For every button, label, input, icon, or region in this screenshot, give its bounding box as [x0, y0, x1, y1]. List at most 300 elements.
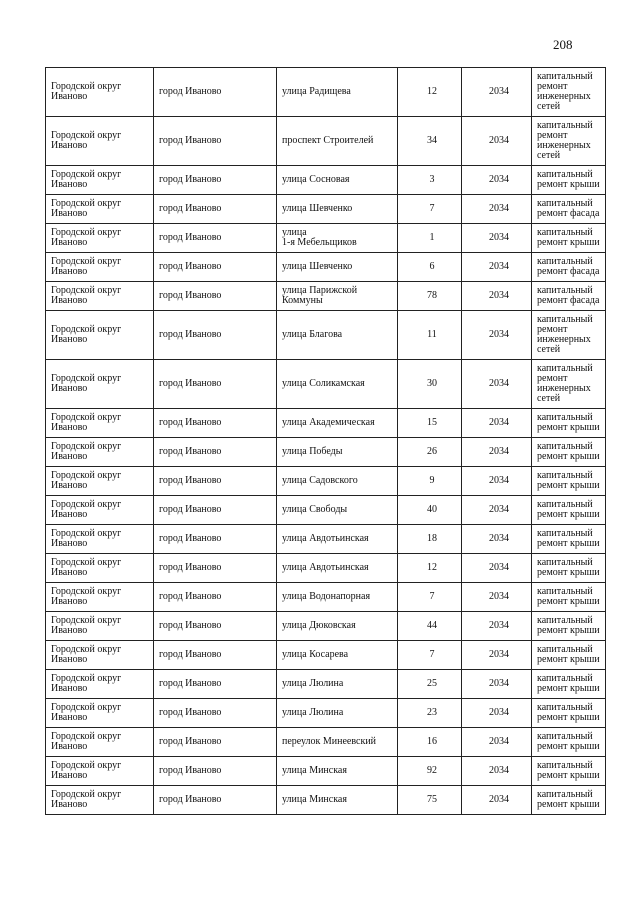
- cell-work-type: [532, 467, 606, 496]
- table-row: [46, 195, 606, 224]
- cell-district: [46, 670, 154, 699]
- cell-year: [462, 195, 532, 224]
- cell-street: [277, 554, 398, 583]
- cell-year-text: 2034: [489, 174, 509, 185]
- cell-house-number-text: 23: [427, 707, 437, 718]
- cell-district-text: Городской округ Иваново: [51, 586, 122, 607]
- cell-city: [154, 641, 277, 670]
- cell-street-text: улица Косарева: [282, 649, 349, 660]
- cell-work-type-text: капитальный ремонт крыши: [537, 528, 600, 549]
- cell-street-text: переулок Минеевский: [282, 736, 377, 747]
- cell-work-type: [532, 166, 606, 195]
- cell-street: [277, 670, 398, 699]
- cell-house-number-text: 1: [429, 232, 435, 243]
- table-row: [46, 525, 606, 554]
- cell-work-type-text: капитальный ремонт инженерных сетей: [537, 314, 593, 355]
- cell-street-text: улица Водонапорная: [282, 591, 371, 602]
- cell-district-text: Городской округ Иваново: [51, 256, 122, 277]
- cell-year-text: 2034: [489, 591, 509, 602]
- cell-house-number: [398, 282, 462, 311]
- cell-street: [277, 612, 398, 641]
- cell-year: [462, 117, 532, 166]
- cell-work-type: [532, 117, 606, 166]
- table-row: [46, 670, 606, 699]
- cell-house-number-text: 15: [427, 417, 437, 428]
- cell-house-number: [398, 360, 462, 409]
- cell-year-text: 2034: [489, 261, 509, 272]
- cell-street-text: улица Парижской Коммуны: [282, 285, 358, 306]
- cell-house-number: [398, 195, 462, 224]
- cell-city-text: город Иваново: [159, 504, 222, 515]
- cell-city-text: город Иваново: [159, 765, 222, 776]
- cell-work-type-text: капитальный ремонт крыши: [537, 557, 600, 578]
- cell-district: [46, 68, 154, 117]
- cell-street: [277, 282, 398, 311]
- cell-district: [46, 641, 154, 670]
- cell-year-text: 2034: [489, 765, 509, 776]
- cell-year-text: 2034: [489, 329, 509, 340]
- cell-year: [462, 641, 532, 670]
- cell-street: [277, 166, 398, 195]
- cell-city: [154, 786, 277, 815]
- cell-year: [462, 438, 532, 467]
- cell-year-text: 2034: [489, 678, 509, 689]
- cell-work-type: [532, 68, 606, 117]
- cell-year: [462, 360, 532, 409]
- table-row: [46, 68, 606, 117]
- cell-street: [277, 68, 398, 117]
- cell-house-number-text: 7: [429, 649, 435, 660]
- cell-district-text: Городской округ Иваново: [51, 198, 122, 219]
- cell-district-text: Городской округ Иваново: [51, 130, 122, 151]
- table-row: [46, 786, 606, 815]
- cell-house-number: [398, 757, 462, 786]
- cell-work-type: [532, 786, 606, 815]
- cell-work-type-text: капитальный ремонт крыши: [537, 499, 600, 520]
- cell-city: [154, 253, 277, 282]
- table-row: [46, 282, 606, 311]
- cell-district: [46, 496, 154, 525]
- cell-street-text: улица 1-я Мебельщиков: [282, 227, 357, 248]
- cell-year-text: 2034: [489, 504, 509, 515]
- cell-year: [462, 786, 532, 815]
- cell-city: [154, 195, 277, 224]
- cell-street: [277, 757, 398, 786]
- cell-city: [154, 525, 277, 554]
- cell-city-text: город Иваново: [159, 591, 222, 602]
- cell-work-type-text: капитальный ремонт инженерных сетей: [537, 120, 593, 161]
- page-number: 208: [553, 37, 573, 52]
- cell-city: [154, 282, 277, 311]
- cell-city-text: город Иваново: [159, 174, 222, 185]
- cell-year: [462, 224, 532, 253]
- cell-city-text: город Иваново: [159, 475, 222, 486]
- cell-district: [46, 253, 154, 282]
- cell-year: [462, 467, 532, 496]
- cell-street-text: проспект Строителей: [282, 135, 374, 146]
- cell-house-number: [398, 438, 462, 467]
- cell-house-number: [398, 699, 462, 728]
- cell-house-number-text: 12: [427, 562, 437, 573]
- cell-district: [46, 409, 154, 438]
- cell-work-type-text: капитальный ремонт фасада: [537, 256, 600, 277]
- cell-house-number: [398, 224, 462, 253]
- table-row: [46, 117, 606, 166]
- cell-work-type: [532, 253, 606, 282]
- cell-district-text: Городской округ Иваново: [51, 789, 122, 810]
- cell-street-text: улица Шевченко: [282, 261, 353, 272]
- cell-street: [277, 311, 398, 360]
- cell-city: [154, 496, 277, 525]
- table-row: [46, 699, 606, 728]
- cell-street-text: улица Авдотьинская: [282, 533, 369, 544]
- cell-street: [277, 409, 398, 438]
- cell-district: [46, 728, 154, 757]
- cell-work-type: [532, 311, 606, 360]
- cell-work-type-text: капитальный ремонт крыши: [537, 673, 600, 694]
- cell-house-number: [398, 409, 462, 438]
- cell-year-text: 2034: [489, 707, 509, 718]
- cell-city-text: город Иваново: [159, 794, 222, 805]
- cell-district: [46, 467, 154, 496]
- cell-street-text: улица Академическая: [282, 417, 375, 428]
- cell-district-text: Городской округ Иваново: [51, 673, 122, 694]
- cell-city-text: город Иваново: [159, 290, 222, 301]
- cell-work-type: [532, 699, 606, 728]
- cell-street-text: улица Минская: [282, 765, 347, 776]
- cell-district-text: Городской округ Иваново: [51, 227, 122, 248]
- cell-house-number-text: 7: [429, 203, 435, 214]
- cell-city-text: город Иваново: [159, 678, 222, 689]
- cell-district: [46, 583, 154, 612]
- cell-city-text: город Иваново: [159, 649, 222, 660]
- cell-house-number: [398, 525, 462, 554]
- cell-work-type-text: капитальный ремонт крыши: [537, 789, 600, 810]
- table-row: [46, 409, 606, 438]
- cell-street-text: улица Люлина: [282, 678, 344, 689]
- cell-year: [462, 496, 532, 525]
- cell-year: [462, 253, 532, 282]
- cell-year: [462, 757, 532, 786]
- repair-registry-table: [45, 67, 606, 815]
- cell-district-text: Городской округ Иваново: [51, 528, 122, 549]
- cell-city-text: город Иваново: [159, 620, 222, 631]
- cell-house-number-text: 40: [427, 504, 437, 515]
- cell-district: [46, 612, 154, 641]
- cell-city-text: город Иваново: [159, 533, 222, 544]
- cell-year-text: 2034: [489, 290, 509, 301]
- cell-district-text: Городской округ Иваново: [51, 470, 122, 491]
- cell-district: [46, 117, 154, 166]
- cell-work-type: [532, 641, 606, 670]
- cell-year-text: 2034: [489, 86, 509, 97]
- cell-work-type: [532, 195, 606, 224]
- cell-house-number-text: 9: [429, 475, 435, 486]
- cell-work-type-text: капитальный ремонт крыши: [537, 586, 600, 607]
- cell-work-type-text: капитальный ремонт крыши: [537, 702, 600, 723]
- cell-district: [46, 311, 154, 360]
- cell-house-number-text: 11: [427, 329, 437, 340]
- cell-year-text: 2034: [489, 203, 509, 214]
- cell-city-text: город Иваново: [159, 232, 222, 243]
- table-row: [46, 311, 606, 360]
- cell-year: [462, 311, 532, 360]
- cell-city: [154, 467, 277, 496]
- table-row: [46, 253, 606, 282]
- cell-house-number: [398, 68, 462, 117]
- cell-work-type-text: капитальный ремонт крыши: [537, 412, 600, 433]
- cell-year-text: 2034: [489, 736, 509, 747]
- cell-street: [277, 525, 398, 554]
- cell-street: [277, 117, 398, 166]
- cell-district-text: Городской округ Иваново: [51, 702, 122, 723]
- cell-city: [154, 554, 277, 583]
- cell-work-type-text: капитальный ремонт крыши: [537, 470, 600, 491]
- cell-year: [462, 583, 532, 612]
- cell-street: [277, 728, 398, 757]
- cell-house-number: [398, 670, 462, 699]
- cell-year-text: 2034: [489, 232, 509, 243]
- cell-district: [46, 554, 154, 583]
- cell-house-number: [398, 612, 462, 641]
- table-row: [46, 612, 606, 641]
- cell-work-type-text: капитальный ремонт крыши: [537, 227, 600, 248]
- cell-year: [462, 612, 532, 641]
- cell-year: [462, 525, 532, 554]
- cell-year-text: 2034: [489, 475, 509, 486]
- cell-city-text: город Иваново: [159, 329, 222, 340]
- cell-year-text: 2034: [489, 620, 509, 631]
- cell-street-text: улица Люлина: [282, 707, 344, 718]
- cell-city-text: город Иваново: [159, 261, 222, 272]
- cell-year: [462, 670, 532, 699]
- table-row: [46, 467, 606, 496]
- cell-year: [462, 282, 532, 311]
- cell-street: [277, 496, 398, 525]
- cell-house-number: [398, 496, 462, 525]
- cell-district: [46, 438, 154, 467]
- cell-work-type: [532, 409, 606, 438]
- cell-house-number: [398, 583, 462, 612]
- cell-house-number-text: 92: [427, 765, 437, 776]
- cell-house-number: [398, 311, 462, 360]
- cell-work-type-text: капитальный ремонт фасада: [537, 198, 600, 219]
- cell-house-number: [398, 641, 462, 670]
- cell-work-type-text: капитальный ремонт крыши: [537, 441, 600, 462]
- cell-district-text: Городской округ Иваново: [51, 760, 122, 781]
- table-row: [46, 583, 606, 612]
- cell-year-text: 2034: [489, 135, 509, 146]
- cell-house-number-text: 34: [427, 135, 437, 146]
- cell-street: [277, 786, 398, 815]
- cell-street-text: улица Садовского: [282, 475, 358, 486]
- cell-district-text: Городской округ Иваново: [51, 615, 122, 636]
- cell-work-type-text: капитальный ремонт крыши: [537, 615, 600, 636]
- cell-house-number-text: 44: [427, 620, 437, 631]
- cell-street: [277, 583, 398, 612]
- cell-street: [277, 467, 398, 496]
- cell-city: [154, 583, 277, 612]
- cell-district-text: Городской округ Иваново: [51, 412, 122, 433]
- cell-work-type: [532, 282, 606, 311]
- cell-district: [46, 757, 154, 786]
- cell-street-text: улица Авдотьинская: [282, 562, 369, 573]
- table-row: [46, 224, 606, 253]
- cell-city-text: город Иваново: [159, 417, 222, 428]
- cell-year: [462, 699, 532, 728]
- cell-work-type-text: капитальный ремонт инженерных сетей: [537, 71, 593, 112]
- cell-city: [154, 670, 277, 699]
- cell-street: [277, 438, 398, 467]
- cell-district-text: Городской округ Иваново: [51, 285, 122, 306]
- cell-city: [154, 360, 277, 409]
- cell-house-number-text: 26: [427, 446, 437, 457]
- cell-house-number-text: 25: [427, 678, 437, 689]
- cell-district-text: Городской округ Иваново: [51, 373, 122, 394]
- cell-city-text: город Иваново: [159, 378, 222, 389]
- cell-street-text: улица Соликамская: [282, 378, 365, 389]
- cell-city-text: город Иваново: [159, 86, 222, 97]
- cell-year: [462, 166, 532, 195]
- cell-house-number-text: 6: [429, 261, 435, 272]
- table-body: [46, 68, 606, 815]
- cell-house-number: [398, 253, 462, 282]
- cell-year: [462, 728, 532, 757]
- cell-work-type: [532, 525, 606, 554]
- cell-house-number: [398, 728, 462, 757]
- cell-work-type-text: капитальный ремонт фасада: [537, 285, 600, 306]
- cell-city: [154, 117, 277, 166]
- cell-year-text: 2034: [489, 378, 509, 389]
- cell-work-type: [532, 612, 606, 641]
- table-row: [46, 757, 606, 786]
- cell-house-number: [398, 554, 462, 583]
- cell-work-type: [532, 554, 606, 583]
- cell-city: [154, 224, 277, 253]
- cell-district-text: Городской округ Иваново: [51, 499, 122, 520]
- table-row: [46, 554, 606, 583]
- cell-year-text: 2034: [489, 562, 509, 573]
- table-row: [46, 496, 606, 525]
- cell-street-text: улица Сосновая: [282, 174, 350, 185]
- cell-city: [154, 612, 277, 641]
- cell-district-text: Городской округ Иваново: [51, 731, 122, 752]
- cell-work-type-text: капитальный ремонт крыши: [537, 169, 600, 190]
- cell-street: [277, 641, 398, 670]
- cell-work-type: [532, 757, 606, 786]
- cell-work-type: [532, 670, 606, 699]
- cell-city-text: город Иваново: [159, 203, 222, 214]
- cell-street-text: улица Шевченко: [282, 203, 353, 214]
- cell-district-text: Городской округ Иваново: [51, 557, 122, 578]
- cell-district-text: Городской округ Иваново: [51, 644, 122, 665]
- cell-house-number-text: 16: [427, 736, 437, 747]
- cell-work-type: [532, 583, 606, 612]
- cell-street-text: улица Свободы: [282, 504, 348, 515]
- cell-street-text: улица Минская: [282, 794, 347, 805]
- cell-city-text: город Иваново: [159, 446, 222, 457]
- cell-work-type-text: капитальный ремонт крыши: [537, 760, 600, 781]
- cell-district-text: Городской округ Иваново: [51, 169, 122, 190]
- cell-street: [277, 699, 398, 728]
- cell-street-text: улица Радищева: [282, 86, 351, 97]
- cell-city: [154, 438, 277, 467]
- cell-work-type: [532, 360, 606, 409]
- cell-district-text: Городской округ Иваново: [51, 441, 122, 462]
- cell-house-number-text: 18: [427, 533, 437, 544]
- table-row: [46, 360, 606, 409]
- cell-city: [154, 311, 277, 360]
- cell-city: [154, 409, 277, 438]
- cell-city: [154, 699, 277, 728]
- cell-work-type: [532, 224, 606, 253]
- cell-city: [154, 757, 277, 786]
- cell-city-text: город Иваново: [159, 562, 222, 573]
- table-row: [46, 166, 606, 195]
- cell-city: [154, 166, 277, 195]
- cell-work-type: [532, 728, 606, 757]
- cell-house-number-text: 3: [429, 174, 435, 185]
- cell-city-text: город Иваново: [159, 135, 222, 146]
- cell-year: [462, 554, 532, 583]
- cell-city-text: город Иваново: [159, 707, 222, 718]
- table-row: [46, 728, 606, 757]
- cell-year-text: 2034: [489, 533, 509, 544]
- cell-city: [154, 728, 277, 757]
- cell-city: [154, 68, 277, 117]
- cell-street: [277, 253, 398, 282]
- table-row: [46, 438, 606, 467]
- cell-house-number-text: 30: [427, 378, 437, 389]
- cell-street: [277, 195, 398, 224]
- cell-year: [462, 68, 532, 117]
- cell-district: [46, 525, 154, 554]
- cell-city-text: город Иваново: [159, 736, 222, 747]
- cell-work-type-text: капитальный ремонт крыши: [537, 731, 600, 752]
- cell-house-number-text: 12: [427, 86, 437, 97]
- cell-district: [46, 282, 154, 311]
- cell-house-number: [398, 117, 462, 166]
- cell-work-type: [532, 496, 606, 525]
- cell-year-text: 2034: [489, 794, 509, 805]
- cell-work-type-text: капитальный ремонт инженерных сетей: [537, 363, 593, 404]
- cell-district: [46, 360, 154, 409]
- cell-street-text: улица Благова: [282, 329, 343, 340]
- cell-house-number: [398, 166, 462, 195]
- cell-district: [46, 166, 154, 195]
- cell-year-text: 2034: [489, 649, 509, 660]
- cell-year-text: 2034: [489, 446, 509, 457]
- cell-work-type-text: капитальный ремонт крыши: [537, 644, 600, 665]
- cell-district-text: Городской округ Иваново: [51, 324, 122, 345]
- cell-street: [277, 224, 398, 253]
- cell-year-text: 2034: [489, 417, 509, 428]
- cell-year: [462, 409, 532, 438]
- cell-street-text: улица Дюковская: [282, 620, 356, 631]
- cell-street-text: улица Победы: [282, 446, 343, 457]
- cell-district: [46, 224, 154, 253]
- cell-house-number: [398, 786, 462, 815]
- cell-house-number-text: 75: [427, 794, 437, 805]
- cell-work-type: [532, 438, 606, 467]
- cell-district: [46, 195, 154, 224]
- cell-house-number-text: 7: [429, 591, 435, 602]
- cell-district: [46, 786, 154, 815]
- cell-district-text: Городской округ Иваново: [51, 81, 122, 102]
- cell-house-number-text: 78: [427, 290, 437, 301]
- cell-district: [46, 699, 154, 728]
- table-row: [46, 641, 606, 670]
